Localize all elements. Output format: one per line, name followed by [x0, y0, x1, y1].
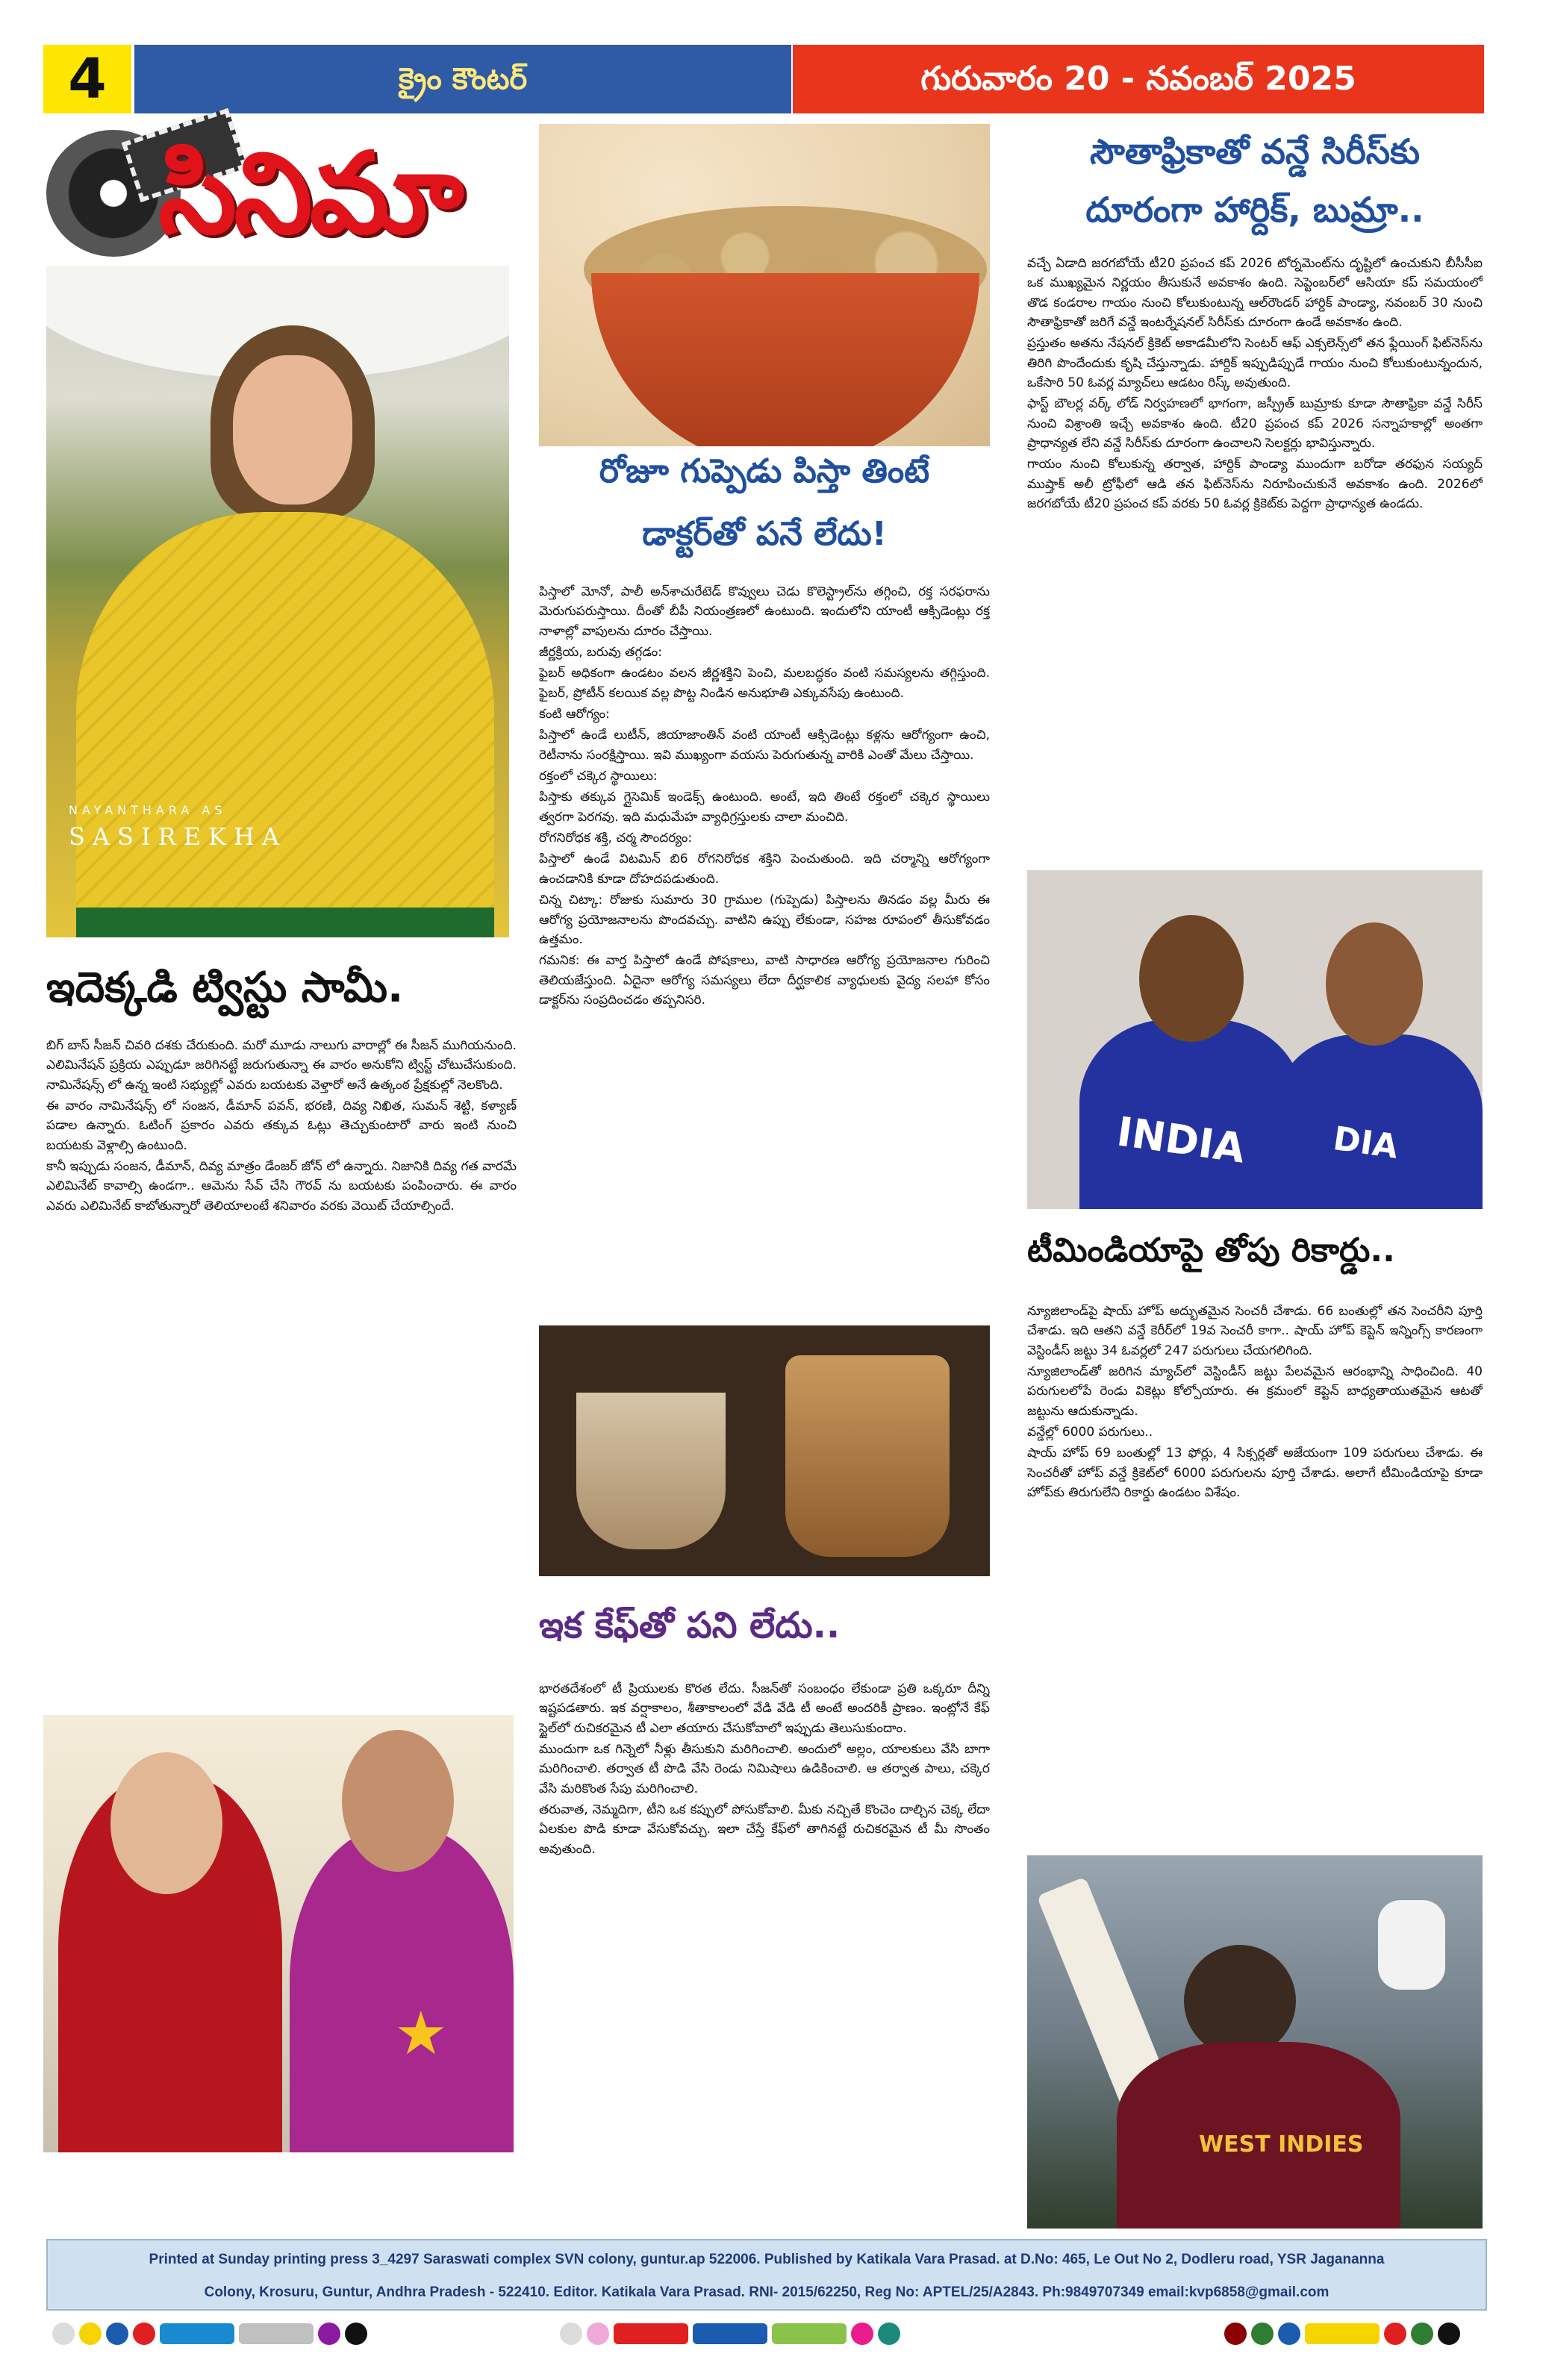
cafe-paragraph: తరువాత, నెమ్మదిగా, టీని ఒక కప్పులో పోసుకోవాలి. మీకు నచ్చితే కొంచెం దాల్చిన చెక్క లేదా ఏలకుల పొడి కూడా వేసుకోవచ్చు. ఇలా చేస్తే కేఫ్‌లో తాగినట్టే రుచికరమైన టీ మీ సొంతం అవుతుంది. — [539, 1802, 990, 1857]
shai-hope-photo — [1027, 1855, 1483, 2228]
color-mark — [1411, 2323, 1433, 2345]
color-mark — [106, 2323, 128, 2345]
registration-marks-left — [52, 2323, 367, 2345]
publication-date: గురువారం 20 - నవంబర్ 2025 — [793, 45, 1484, 113]
hardik-paragraph: ఫాస్ట్ బౌలర్ల వర్క్ లోడ్ నిర్వహణలో భాగంగా, జస్ప్రీత్ బుమ్రాకు కూడా సౌతాఫ్రికా వన్డే సిరీస్ నుంచి విశ్రాంతి ఇచ్చే అవకాశం ఉంది. టీ20 ప్రపంచ కప్ 2026 సన్నాహకాల్లో అంతగా ప్రాధాన్యత లేని వన్డే సిరీస్‌కు దూరంగా ఉంచాలని సెలక్టర్లు భావిస్తున్నారు. — [1027, 396, 1483, 452]
cinema-section-logo — [46, 124, 509, 264]
color-mark — [772, 2323, 847, 2344]
record-headline: టీమిండియాపై తోపు రికార్డు.. — [1027, 1231, 1395, 1269]
registration-marks-center — [560, 2323, 900, 2345]
record-subhead: వన్డేల్లో 6000 పరుగులు.. — [1027, 1425, 1153, 1440]
player-jersey-right — [1274, 1034, 1483, 1209]
actress-photo — [46, 266, 509, 937]
hardik-headline-line1: సౌతాఫ్రికాతో వన్డే సిరీస్‌కు — [1090, 131, 1420, 172]
twist-paragraph: ఈ వారం నామినేషన్స్ లో సంజన, డీమాన్ పవన్, భరణి, దివ్య నిఖిత, సుమన్ శెట్టి, కళ్యాణ్ పడాల ఉన్నారు. ఓటింగ్ ప్రకారం ఎవరు తక్కువ ఓట్లు తెచ్చుకుంటారో వారు ఇంటి నుంచి బయటకు వెళ్లాల్సి ఉంటుంది. — [46, 1099, 517, 1153]
cafe-article-body — [539, 1679, 990, 2231]
color-mark — [239, 2323, 314, 2344]
record-paragraph: షాయ్ హోప్ 69 బంతుల్లో 13 ఫోర్లు, 4 సిక్సర్లతో అజేయంగా 109 పరుగులు చేశాడు. ఈ సెంచరీతో హోప్ వన్డే క్రికెట్‌లో 6000 పరుగులను పూర్తి చేశాడు. అలాగే టీమిండియాపై కూడా హోప్‌కు తిరుగులేని రికార్డు ఉండటం విశేషం. — [1027, 1446, 1483, 1501]
jersey-text-right: DIA — [1330, 1119, 1401, 1166]
photo-caption-small: NAYANTHARA AS — [69, 803, 227, 817]
color-mark — [1224, 2323, 1247, 2345]
pista-subhead: రోగనిరోధక శక్తి, చర్మ సౌందర్యం: — [539, 831, 693, 846]
color-mark — [851, 2323, 873, 2345]
man-pink-shirt — [290, 1827, 514, 2152]
saree-border — [76, 908, 494, 937]
jersey-text: WEST INDIES — [1199, 2131, 1364, 2158]
pista-note: గమనిక: ఈ వార్త పిస్తాలో ఉండే పోషకాలు, వాటి సాధారణ ఆరోగ్య ప్రయోజనాల గురించి తెలియజేస్తుంది. ఏదైనా ఆరోగ్య సమస్యలు లేదా దీర్ఘకాలిక వ్యాధులకు వైద్య సలహా కోసం డాక్టర్‌ను సంప్రదించడం తప్పనిసరి. — [539, 953, 990, 1008]
pista-headline-line1: రోజూ గుప్పెడు పిస్తా తింటే — [599, 452, 930, 490]
pista-subhead: రక్తంలో చక్కెర స్థాయిలు: — [539, 769, 658, 784]
color-mark — [345, 2323, 367, 2345]
imprint-line-1: Printed at Sunday printing press 3_4297 Saraswati complex SVN colony, guntur.ap 522006. Published by Katikala Vara Prasad. at D.No: 465, Le Out No 2, Dodleru road, YSR Jagananna — [149, 2252, 1385, 2267]
pista-paragraph: పిస్తాకు తక్కువ గ్లైసెమిక్ ఇండెక్స్ ఉంటుంది. అంటే, ఇది తింటే రక్తంలో చక్కెర స్థాయిలు త్వరగా పెరగవు. ఇది మధుమేహ వ్యాధిగ్రస్తులకు చాలా మంచిది. — [539, 790, 990, 825]
color-mark — [160, 2323, 234, 2344]
player-face-right — [1326, 922, 1423, 1046]
twist-headline: ఇదెక్కడి ట్విస్టు సామీ. — [46, 963, 404, 1012]
woman-face — [110, 1752, 222, 1894]
pista-paragraph: ఫైబర్ అధికంగా ఉండటం వలన జీర్ణశక్తిని పెంచి, మలబద్ధకం వంటి సమస్యలను తగ్గిస్తుంది. ఫైబర్, ప్రోటీన్ కలయిక వల్ల పొట్ట నిండిన అనుభూతి ఎక్కువసేపు ఉంటుంది. — [539, 666, 990, 701]
face — [233, 355, 352, 505]
batsman-head — [1184, 1945, 1296, 2057]
pista-paragraph: పిస్తాలో ఉండే లుటీన్, జియాజాంతిన్ వంటి యాంటీ ఆక్సిడెంట్లు కళ్లను ఆరోగ్యంగా ఉంచి, రెటీనాను సంరక్షిస్తాయి. ఇవి ముఖ్యంగా వయసు పెరుగుతున్న వారికి ఎంతో మేలు చేస్తాయి. — [539, 728, 990, 763]
hardik-paragraph: వచ్చే ఏడాది జరగబోయే టీ20 ప్రపంచ కప్ 2026 టోర్నమెంట్‌ను దృష్టిలో ఉంచుకుని బీసీసీఐ ఒక ముఖ్యమైన నిర్ణయం తీసుకునే అవకాశం ఉంది. సెప్టెంబర్‌లో ఆసియా కప్ సమయంలో తొడ కండరాల గాయం నుంచి కోలుకుంటున్న ఆల్‌రౌండర్ హార్దిక్ పాండ్యా, నవంబర్ 30 నుంచి సౌతాఫ్రికాతో జరిగే వన్డే ఇంటర్నేషనల్ సిరీస్‌కు దూరంగా ఉండే అవకాశం ఉంది. — [1027, 256, 1483, 331]
star-icon: ★ — [394, 1999, 448, 2068]
player-face-left — [1139, 915, 1244, 1042]
record-paragraph: న్యూజిలాండ్‌తో జరిగిన మ్యాచ్‌లో వెస్టిండీస్ జట్టు పేలవమైన ఆరంభాన్ని సాధించింది. 40 పరుగులలోపే రెండు వికెట్లు కోల్పోయారు. ఈ క్రమంలో కెప్టెన్ బాధ్యతాయుతమైన ఆటతో జట్టును ఆదుకున్నాడు. — [1027, 1364, 1483, 1419]
batting-glove — [1378, 1900, 1445, 1990]
pista-article-body — [539, 582, 990, 1314]
cafe-paragraph: ముందుగా ఒక గిన్నెలో నీళ్లు తీసుకుని మరిగించాలి. అందులో అల్లం, యాలకులు వేసి బాగా మరిగించాలి. తర్వాత టీ పొడి వేసి రెండు నిమిషాలు ఉడికించాలి. ఆ తర్వాత పాలు, చక్కెర వేసి మరికొంత సేపు మరిగించాలి. — [539, 1742, 990, 1796]
color-mark — [318, 2323, 340, 2345]
bumrah-hardik-photo — [1027, 870, 1483, 1209]
color-mark — [1384, 2323, 1406, 2345]
masthead — [43, 45, 1484, 113]
hardik-headline-line2: దూరంగా హార్దిక్, బుమ్రా.. — [1085, 190, 1424, 230]
color-mark — [614, 2323, 688, 2344]
cafe-paragraph: భారతదేశంలో టీ ప్రియులకు కొరత లేదు. సీజన్‌తో సంబంధం లేకుండా ప్రతి ఒక్కరూ దీన్ని ఇష్టపడతారు. ఇక వర్షాకాలం, శీతాకాలంలో వేడి వేడి టీ అంటే అందరికీ ప్రాణం. ఇంట్లోనే కేఫ్ స్టైల్‌లో రుచికరమైన టీ ఎలా తయారు చేసుకోవాలో ఇప్పుడు తెలుసుకుందాం. — [539, 1681, 990, 1736]
color-mark — [133, 2323, 155, 2345]
page-number: 4 — [43, 45, 131, 113]
pista-headline-line2: డాక్టర్‌తో పనే లేదు! — [642, 515, 887, 553]
color-mark — [1251, 2323, 1274, 2345]
color-mark — [1305, 2323, 1380, 2344]
color-mark — [587, 2323, 609, 2345]
color-mark — [1438, 2323, 1460, 2345]
section-title: సినిమా — [158, 129, 461, 259]
twist-paragraph: కానీ ఇప్పుడు సంజన, డీమాన్, దివ్య మాత్రం డేంజర్ జోన్ లో ఉన్నారు. నిజానికి దివ్య గత వారమే ఎలిమినేట్ కావాల్సి ఉండగా.. ఆమెను సేవ్ చేసి గౌరవ్ ను బయటకు పంపించారు. ఈ వారం ఎవరు ఎలిమినేట్ కాబోతున్నారో తెలియాలంటే శనివారం వరకు వెయిట్ చేయాల్సిందే. — [46, 1159, 517, 1214]
record-paragraph: న్యూజిలాండ్‌పై షాయ్ హోప్ అద్భుతమైన సెంచరీ చేశాడు. 66 బంతుల్లో తన సెంచరీని పూర్తి చేశాడు. ఇది ఆతని వన్డే కెరీర్‌లో 19వ సెంచరీ కాగా.. షాయ్ హోప్ కెప్టెన్ ఇన్నింగ్స్ కారణంగా వెస్టిండీస్ జట్టు 34 ఓవర్లలో 247 పరుగులు చేయగలిగింది. — [1027, 1304, 1483, 1358]
color-mark — [1278, 2323, 1300, 2345]
glass-tea-cup — [785, 1355, 950, 1557]
tea-photo — [539, 1325, 990, 1576]
man-face — [342, 1730, 454, 1872]
jersey-text-left: INDIA — [1114, 1108, 1248, 1172]
record-article-body — [1027, 1302, 1483, 1846]
photo-caption-big: SASIREKHA — [69, 822, 287, 851]
twist-paragraph: బిగ్ బాస్ సీజన్ చివరి దశకు చేరుకుంది. మరో మూడు నాలుగు వారాల్లో ఈ సీజన్ ముగియనుంది. ఎలిమినేషన్ ప్రక్రియ ఎప్పుడూ జరిగినట్టే జరుగుతున్నా ఈ వారం అనుకోని ట్విస్ట్ చోటుచేసుకుంది. నామినేషన్స్ లో ఉన్న ఇంటి సభ్యుల్లో ఎవరు బయటకు వెళ్తారో అనే ఉత్కంఠ ప్రేక్షకుల్లో నెలకొంది. — [46, 1038, 517, 1093]
player-jersey-left — [1079, 1019, 1303, 1209]
hardik-paragraph: ప్రస్తుతం అతను నేషనల్ క్రికెట్ అకాడమీలోని సెంటర్ ఆఫ్ ఎక్సలెన్స్‌లో తన ఫ్లేయింగ్ ఫిట్‌నెస్‌ను తిరిగి పొందేందుకు కృషి చేస్తున్నాడు. హార్దిక్ ఇప్పుడిప్పుడే గాయం నుంచి కోలుకుంటున్నందున, ఒకేసారి 50 ఓవర్ల మ్యాచ్‌లు ఆడటం రిస్క్ అవుతుంది. — [1027, 336, 1483, 391]
pista-subhead: జీర్ణక్రియ, బరువు తగ్గడం: — [539, 645, 662, 660]
hardik-paragraph: గాయం నుంచి కోలుకున్న తర్వాత, హార్దిక్ పాండ్యా ముందుగా బరోడా తరఫున సయ్యద్ ముష్తాక్ అలీ ట్రోఫీలో ఆడి తన ఫిట్‌నెస్‌ను నిరూపించుకునే అవకాశం ఉంది. 2026లో జరగబోయే టీ20 ప్రపంచ కప్ వరకు 50 ఓవర్ల క్రికెట్‌కు పెద్దగా ప్రాధాన్యత ఉండదు. — [1027, 457, 1483, 512]
pistachio-photo — [539, 124, 990, 446]
pista-paragraph: పిస్తాలో మోనో, పాలీ అన్‌శాచురేటెడ్ కొవ్వులు చెడు కొలెస్ట్రాల్‌ను తగ్గించి, రక్త సరఫరాను మెరుగుపరుస్తాయి. దీంతో బీపీ నియంత్రణలో ఉంటుంది. ఇందులోని యాంటీ ఆక్సిడెంట్లు రక్త నాళాల్లో వాపులను దూరం చేస్తాయి. — [539, 584, 990, 639]
color-mark — [79, 2323, 102, 2345]
imprint-line-2: Colony, Krosuru, Guntur, Andhra Pradesh - 522410. Editor. Katikala Vara Prasad. RNI- 2015/62250, Reg No: APTEL/25/A2843. Ph:9849707349 email:kvp6858@gmail.com — [204, 2284, 1330, 2300]
bigg-boss-photo — [43, 1715, 514, 2152]
clay-tea-cup — [576, 1393, 726, 1549]
newspaper-name: క్రైం కౌంటర్ — [134, 45, 791, 113]
pista-paragraph: చిన్న చిట్కా: రోజుకు సుమారు 30 గ్రాముల (గుప్పెడు) పిస్తాలను తినడం వల్ల మీరు ఈ ఆరోగ్య ప్రయోజనాలను పొందవచ్చు. వాటిని ఉప్పు లేకుండా, సహజ రూపంలో తీసుకోవడం ఉత్తమం. — [539, 893, 990, 947]
cafe-headline: ఇక కేఫ్‌తో పని లేదు.. — [539, 1605, 841, 1646]
color-mark — [693, 2323, 767, 2344]
yellow-saree — [76, 512, 494, 937]
color-mark — [560, 2323, 582, 2345]
twist-article-body — [46, 1036, 517, 1700]
imprint-footer — [46, 2239, 1487, 2311]
color-mark — [52, 2323, 75, 2345]
bowl — [591, 273, 979, 446]
hardik-article-body — [1027, 254, 1483, 858]
pista-paragraph: పిస్తాలో ఉండే విటమిన్ బి6 రోగనిరోధక శక్తిని పెంచుతుంది. ఇది చర్మాన్ని ఆరోగ్యంగా ఉంచడానికి కూడా దోహదపడుతుంది. — [539, 852, 990, 887]
registration-marks-right — [1224, 2323, 1460, 2345]
pista-subhead: కంటి ఆరోగ్యం: — [539, 707, 610, 722]
color-mark — [878, 2323, 900, 2345]
